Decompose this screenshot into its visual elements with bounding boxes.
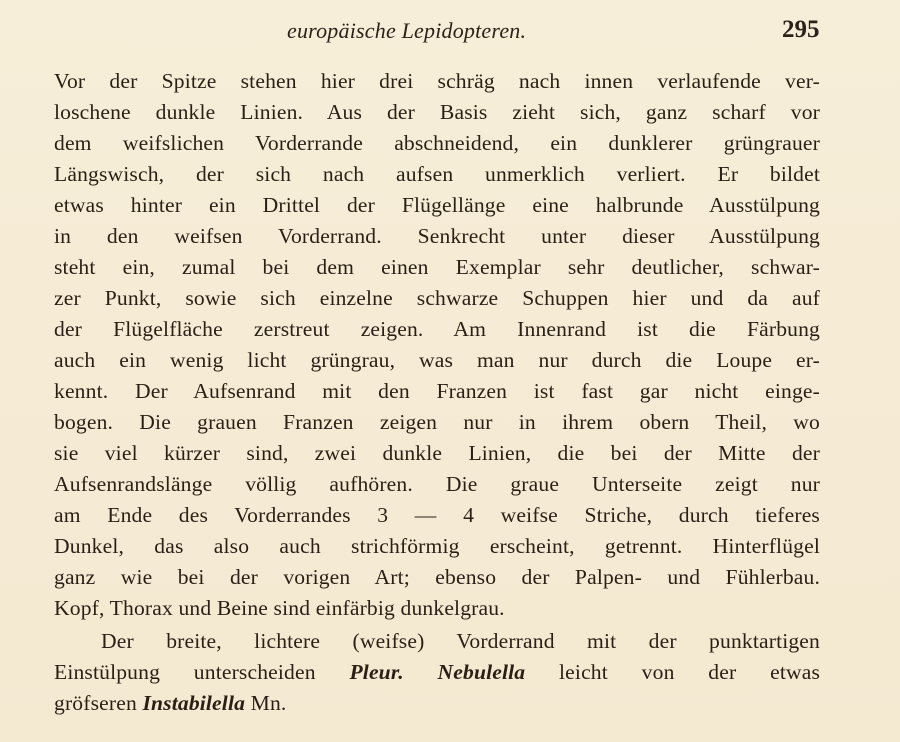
- text-line: sie viel kürzer sind, zwei dunkle Linien, die bei der Mitte der: [54, 441, 820, 465]
- text-line: [54, 688, 820, 719]
- text-line: loschene dunkle Linien. Aus der Basis zieht sich, ganz scharf vor: [54, 100, 820, 124]
- text-line: kennt. Der Aufsenrand mit den Franzen ist fast gar nicht einge-: [54, 379, 820, 403]
- text-fragment: Mn.: [250, 691, 287, 715]
- text-line: am Ende des Vorderrandes 3 — 4 weifse Striche, durch tieferes: [54, 503, 820, 527]
- paragraph-2: [54, 626, 820, 719]
- text-line: ganz wie bei der vorigen Art; ebenso der Palpen- und Fühlerbau.: [54, 565, 820, 589]
- text-line: Längswisch, der sich nach aufsen unmerklich verliert. Er bildet: [54, 162, 820, 186]
- text-line: zer Punkt, sowie sich einzelne schwarze Schuppen hier und da auf: [54, 286, 820, 310]
- text-line: steht ein, zumal bei dem einen Exemplar sehr deutlicher, schwar-: [54, 255, 820, 279]
- text-line: Der breite, lichtere (weifse) Vorderrand mit der punktartigen: [101, 629, 820, 653]
- running-title: europäische Lepidopteren.: [287, 18, 527, 43]
- text-line: auch ein wenig licht grüngrau, was man nur durch die Loupe er-: [54, 348, 820, 372]
- text-line: Aufsenrandslänge völlig aufhören. Die graue Unterseite zeigt nur: [54, 472, 820, 496]
- species-name: Pleur. Nebulella: [349, 660, 526, 684]
- text-line: Vor der Spitze stehen hier drei schräg nach innen verlaufende ver-: [54, 69, 820, 93]
- paragraph-1: [54, 66, 820, 624]
- page-number: 295: [782, 16, 820, 43]
- text-line: in den weifsen Vorderrand. Senkrecht unter dieser Ausstülpung: [54, 224, 820, 248]
- text-line: Dunkel, das also auch strichförmig erscheint, getrennt. Hinterflügel: [54, 534, 820, 558]
- text-fragment: Einstülpung unterscheiden: [54, 660, 316, 684]
- text-line: [54, 657, 820, 688]
- text-line: bogen. Die grauen Franzen zeigen nur in ihrem obern Theil, wo: [54, 410, 820, 434]
- text-line: etwas hinter ein Drittel der Flügellänge eine halbrunde Ausstülpung: [54, 193, 820, 217]
- text-line: der Flügelfläche zerstreut zeigen. Am Innenrand ist die Färbung: [54, 317, 820, 341]
- text-line: Kopf, Thorax und Beine sind einfärbig dunkelgrau.: [54, 596, 505, 620]
- text-line: dem weifslichen Vorderrande abschneidend, ein dunklerer grüngrauer: [54, 131, 820, 155]
- body-text: [54, 66, 820, 719]
- text-fragment: leicht von der etwas: [559, 660, 820, 684]
- text-fragment: gröfseren: [54, 691, 137, 715]
- page-header: [0, 16, 900, 48]
- species-name: Instabilella: [142, 691, 246, 715]
